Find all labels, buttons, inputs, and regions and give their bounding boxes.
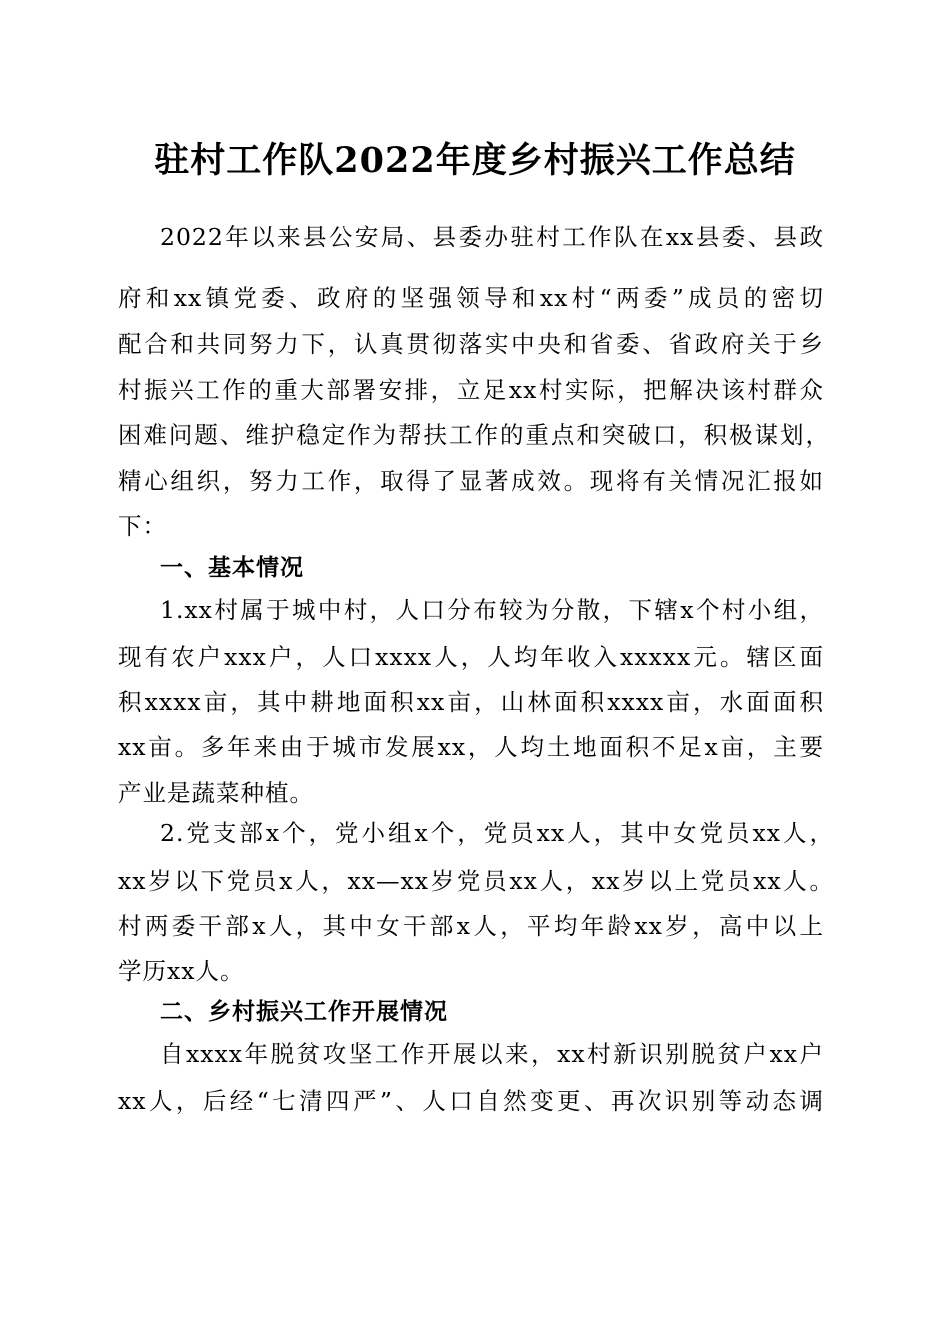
- paragraph-intro-line: 村振兴工作的重大部署安排，立足xx村实际，把解决该村群众: [118, 376, 824, 404]
- paragraph-line: 积xxxx亩，其中耕地面积xx亩，山林面积xxxx亩，水面面积: [118, 688, 824, 716]
- paragraph-intro-line: 2022年以来县公安局、县委办驻村工作队在xx县委、县政: [160, 223, 824, 251]
- paragraph-line: 1.xx村属于城中村，人口分布较为分散，下辖x个村小组，: [160, 596, 824, 624]
- document-title: 驻村工作队2022年度乡村振兴工作总结: [154, 140, 796, 181]
- paragraph-line: 自xxxx年脱贫攻坚工作开展以来，xx村新识别脱贫户xx户: [160, 1040, 824, 1068]
- paragraph-line: 现有农户xxx户，人口xxxx人，人均年收入xxxxx元。辖区面: [118, 643, 824, 671]
- paragraph-intro-line: 精心组织，努力工作，取得了显著成效。现将有关情况汇报如: [118, 467, 824, 495]
- paragraph-line: 村两委干部x人，其中女干部x人，平均年龄xx岁，高中以上: [118, 912, 824, 940]
- paragraph-line: xx人，后经“七清四严”、人口自然变更、再次识别等动态调: [118, 1087, 824, 1115]
- paragraph-intro-line: 府和xx镇党委、政府的坚强领导和xx村“两委”成员的密切: [118, 284, 824, 312]
- paragraph-intro-line: 困难问题、维护稳定作为帮扶工作的重点和突破口，积极谋划，: [118, 421, 830, 449]
- paragraph-line: xx岁以下党员x人，xx—xx岁党员xx人，xx岁以上党员xx人。: [118, 867, 834, 895]
- paragraph-line: 产业是蔬菜种植。: [118, 779, 314, 807]
- paragraph-line: 2.党支部x个，党小组x个，党员xx人，其中女党员xx人，: [160, 819, 834, 847]
- section-heading-basic: 一、基本情况: [160, 555, 304, 581]
- paragraph-line: xx亩。多年来由于城市发展xx，人均土地面积不足x亩，主要: [118, 733, 824, 761]
- paragraph-line: 学历xx人。: [118, 957, 245, 985]
- paragraph-intro-line: 下：: [118, 512, 167, 540]
- paragraph-intro-line: 配合和共同努力下，认真贯彻落实中央和省委、省政府关于乡: [118, 330, 824, 358]
- section-heading-progress: 二、乡村振兴工作开展情况: [160, 999, 448, 1025]
